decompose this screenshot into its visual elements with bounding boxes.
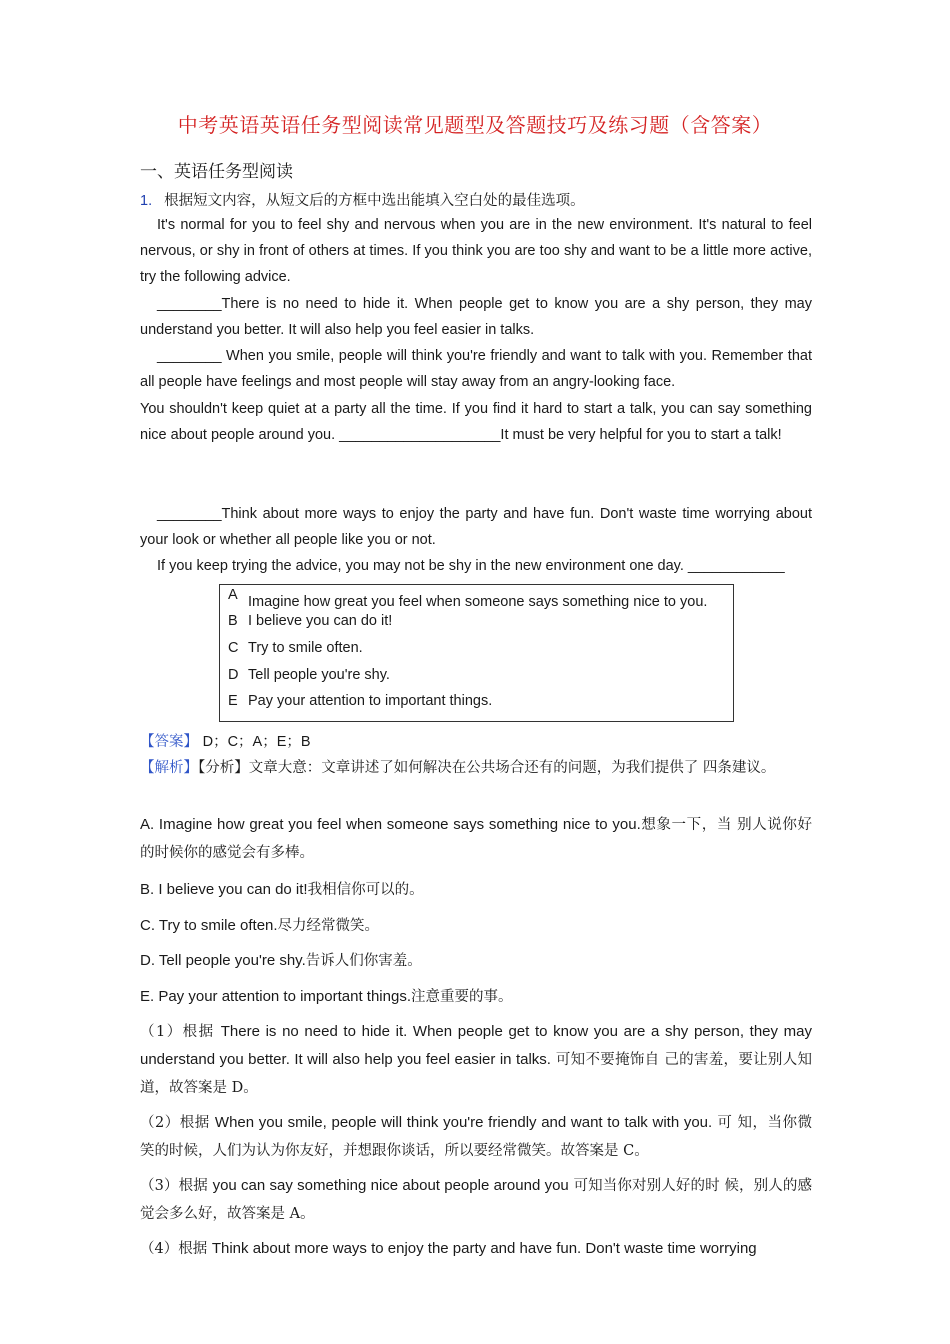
analysis-intro <box>140 754 812 782</box>
explanation-3-chinese: 可知当你对别人好的时 候，别人的感觉会多么好，故答案是 A。 <box>140 1178 813 1222</box>
option-text: I believe you can do it! <box>248 613 393 629</box>
instruction-text: 根据短文内容，从短文后的方框中选出能填入空白处的最佳选项。 <box>164 193 585 209</box>
explanation-3-prefix: （3）根据 <box>140 1178 213 1194</box>
option-a-chinese: 想象一下，当 别人说你好的时候你的感觉会有多棒。 <box>140 817 812 861</box>
option-c-translation <box>140 912 812 940</box>
option-c <box>228 640 363 656</box>
option-text: Pay your attention to important things. <box>248 693 493 709</box>
section-heading: 一、英语任务型阅读 <box>140 162 293 182</box>
explanation-4-quote: Think about more ways to enjoy the party and have fun. Don't waste time worrying <box>211 1240 757 1257</box>
option-b <box>228 613 392 629</box>
explanation-1-quote: There is no need to hide it. When people get to know you are a shy person, they may understand you better. It will also help you feel easier in talks. <box>140 1023 812 1068</box>
explanation-1 <box>140 1018 812 1102</box>
option-b-translation <box>140 876 812 904</box>
option-text: Try to smile often. <box>248 640 363 656</box>
passage-paragraph-4: You shouldn't keep quiet at a party all the time. If you find it hard to start a talk, you can say something nice about people around you. ____________________It must be very helpful for you to start a talk! <box>140 401 812 443</box>
answer-line <box>140 730 311 751</box>
explanation-4 <box>140 1235 812 1263</box>
explanation-4-prefix: （4）根据 <box>140 1241 212 1257</box>
option-e-translation <box>140 983 812 1011</box>
option-b-chinese: 我相信你可以的。 <box>307 882 424 898</box>
passage-paragraph-2: ________There is no need to hide it. When people get to know you are a shy person, they may understand you better. It will also help you feel easier in talks. <box>140 296 812 338</box>
answer-value: D；C；A；E；B <box>202 734 311 750</box>
answer-label: 【答案】 <box>140 734 198 750</box>
option-d-english: D. Tell people you're shy. <box>140 952 306 969</box>
option-text: Tell people you're shy. <box>248 667 390 683</box>
option-a-english: A. Imagine how great you feel when someone says something nice to you. <box>140 816 641 833</box>
option-a-translation <box>140 811 812 867</box>
option-d-translation <box>140 947 812 975</box>
option-letter: A <box>228 587 238 603</box>
question-number: 1. <box>140 193 153 209</box>
passage-paragraph-3: ________ When you smile, people will think you're friendly and want to talk with you. Remember that all people have feelings and most people will stay away from an angry-looking face. <box>140 348 812 390</box>
option-letter: B <box>228 613 238 629</box>
explanation-3 <box>140 1172 812 1228</box>
passage-paragraph-1: It's normal for you to feel shy and nervous when you are in the new environment. It's natural to feel nervous, or shy in front of others at times. If you think you are too shy and want to be a little more active, try the following advice. <box>140 217 812 285</box>
explanation-2-quote: When you smile, people will think you're friendly and want to talk with you. <box>214 1114 713 1131</box>
explanation-2 <box>140 1109 812 1165</box>
explanation-1-prefix: （1）根据 <box>140 1024 221 1040</box>
options-box <box>219 584 734 722</box>
option-letter: D <box>228 667 239 683</box>
explanation-2-prefix: （2）根据 <box>140 1115 215 1131</box>
passage-paragraph-6: If you keep trying the advice, you may not be shy in the new environment one day. ____________ <box>157 558 785 574</box>
option-b-english: B. I believe you can do it! <box>140 881 308 898</box>
option-d-chinese: 告诉人们你害羞。 <box>305 953 422 969</box>
option-a <box>228 587 708 610</box>
analysis-intro-text: 【分析】文章大意：文章讲述了如何解决在公共场合还有的问题，为我们提供了 四条建议。 <box>198 760 776 776</box>
option-letter: C <box>228 640 239 656</box>
option-c-english: C. Try to smile often. <box>140 917 278 934</box>
passage-paragraph-5: ________Think about more ways to enjoy the party and have fun. Don't waste time worrying about your look or whether all people like you or not. <box>140 506 812 548</box>
document-title: 中考英语英语任务型阅读常见题型及答题技巧及练习题（含答案） <box>177 113 773 137</box>
explanation-2-chinese: 可 知，当你微笑的时候，人们为认为你友好，并想跟你谈话，所以要经常微笑。故答案是 C。 <box>140 1115 813 1159</box>
explanation-3-quote: you can say something nice about people around you <box>212 1177 569 1194</box>
analysis-label: 【解析】 <box>140 760 198 776</box>
option-e-english: E. Pay your attention to important things. <box>140 988 411 1005</box>
option-letter: E <box>228 693 238 709</box>
option-text: Imagine how great you feel when someone says something nice to you. <box>248 594 708 610</box>
option-e <box>228 693 492 709</box>
explanation-1-chinese: 可知不要掩饰自 己的害羞，要让别人知道，故答案是 D。 <box>140 1052 813 1096</box>
option-d <box>228 667 390 683</box>
option-e-chinese: 注意重要的事。 <box>410 989 513 1005</box>
question-instruction <box>140 189 585 210</box>
option-c-chinese: 尽力经常微笑。 <box>277 918 380 934</box>
